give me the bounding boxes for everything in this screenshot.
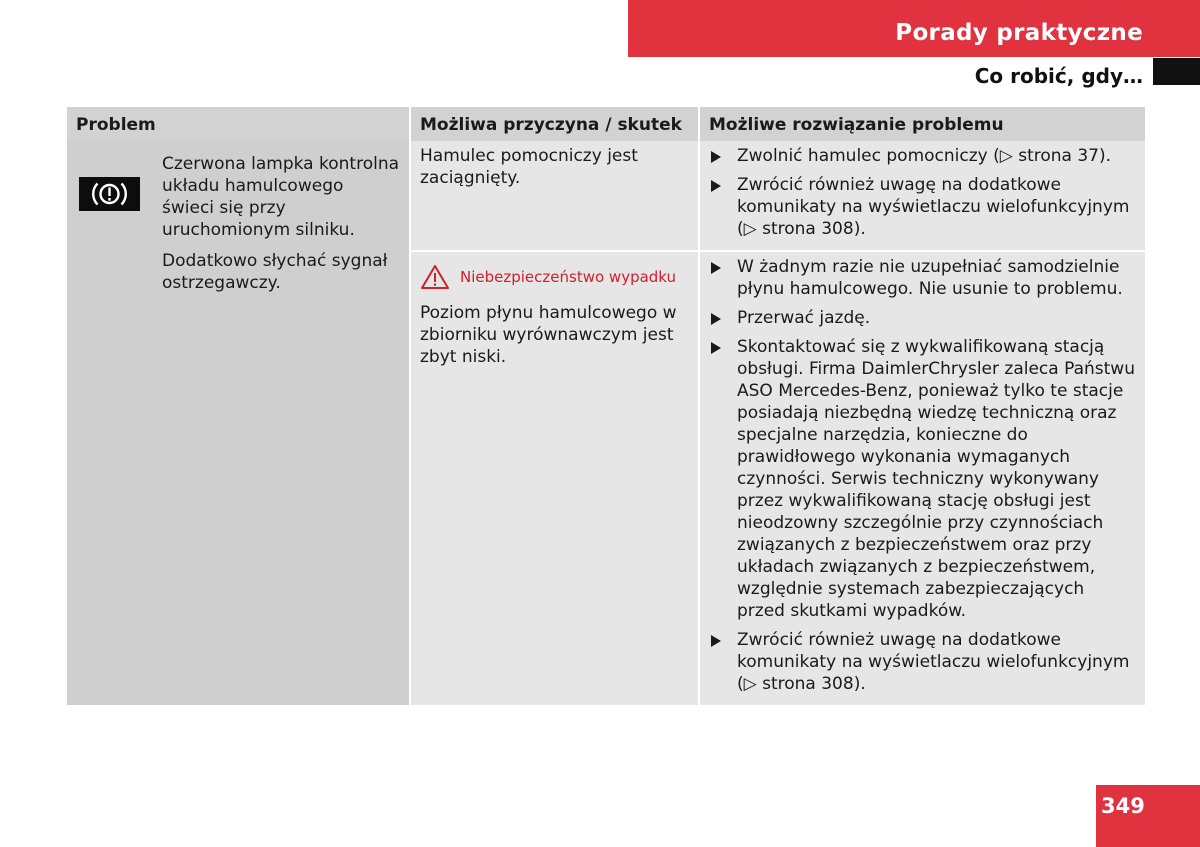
column-header-solution: Możliwe rozwiązanie problemu	[699, 107, 1145, 141]
column-header-cause: Możliwa przyczyna / skutek	[410, 107, 699, 141]
accident-danger-warning	[420, 264, 689, 290]
warning-triangle-icon	[420, 264, 450, 290]
cause-cell	[410, 251, 699, 705]
warning-label: Niebezpieczeństwo wypadku	[460, 268, 677, 286]
page-number-badge	[1096, 785, 1200, 847]
cause-text: Poziom płynu hamulcowego w zbiorniku wyrównawczym jest zbyt niski.	[420, 303, 677, 367]
list-item	[709, 336, 1136, 622]
solution-step: Skontaktować się z wykwalifikowaną stacją obsługi. Firma DaimlerChrysler zaleca Państwu ASO Mercedes-Benz, ponieważ tylko te stacje posiadają niezbędną wiedzę techniczną oraz specjalne narzędzia, konieczne do prawidłowego wykonania wymaganych czynności. Serwis techniczny wykonywany przez wykwalifikowaną stację obsługi jest nieodzowny szczególnie przy czynnościach związanych z bezpieczeństwem oraz przy układach związanych z bezpieczeństwem, względnie systemach zabezpieczających przed skutkami wypadków.	[737, 337, 1135, 621]
list-item	[709, 145, 1136, 167]
bullet-arrow-icon	[711, 313, 721, 325]
solution-step: Zwolnić hamulec pomocniczy (▷ strona 37).	[737, 146, 1112, 166]
list-item	[709, 307, 1136, 329]
table-header-row	[67, 107, 1145, 141]
solution-step: Przerwać jazdę.	[737, 308, 871, 328]
column-header-problem: Problem	[67, 107, 410, 141]
problem-additional: Dodatkowo słychać sygnał ostrzegawczy.	[162, 251, 388, 293]
problem-description: Czerwona lampka kontrolna układu hamulcowego świeci się przy uruchomionym silniku.	[162, 154, 400, 240]
bullet-arrow-icon	[711, 180, 721, 192]
list-item	[709, 174, 1136, 240]
bullet-arrow-icon	[711, 151, 721, 163]
cause-cell	[410, 141, 699, 251]
cause-text: Hamulec pomocniczy jest zaciągnięty.	[420, 146, 638, 188]
subsection-title: Co robić, gdy…	[974, 64, 1143, 88]
solution-cell	[699, 251, 1145, 705]
header-marker-block	[1153, 58, 1200, 85]
bullet-arrow-icon	[711, 635, 721, 647]
bullet-arrow-icon	[711, 262, 721, 274]
solution-step: Zwrócić również uwagę na dodatkowe komunikaty na wyświetlaczu wielofunkcyjnym (▷ strona 308).	[737, 175, 1130, 239]
section-title: Porady praktyczne	[895, 20, 1143, 46]
brake-warning-lamp-icon	[79, 177, 140, 211]
bullet-arrow-icon	[711, 342, 721, 354]
problem-cell	[67, 141, 410, 705]
list-item	[709, 256, 1136, 300]
solution-cell	[699, 141, 1145, 251]
list-item	[709, 629, 1136, 695]
troubleshooting-table	[67, 107, 1145, 705]
table-row	[67, 141, 1145, 251]
page-number: 349	[1101, 794, 1145, 818]
solution-step: Zwrócić również uwagę na dodatkowe komunikaty na wyświetlaczu wielofunkcyjnym (▷ strona 308).	[737, 630, 1130, 694]
solution-step: W żadnym razie nie uzupełniać samodzielnie płynu hamulcowego. Nie usunie to problemu.	[737, 257, 1123, 299]
